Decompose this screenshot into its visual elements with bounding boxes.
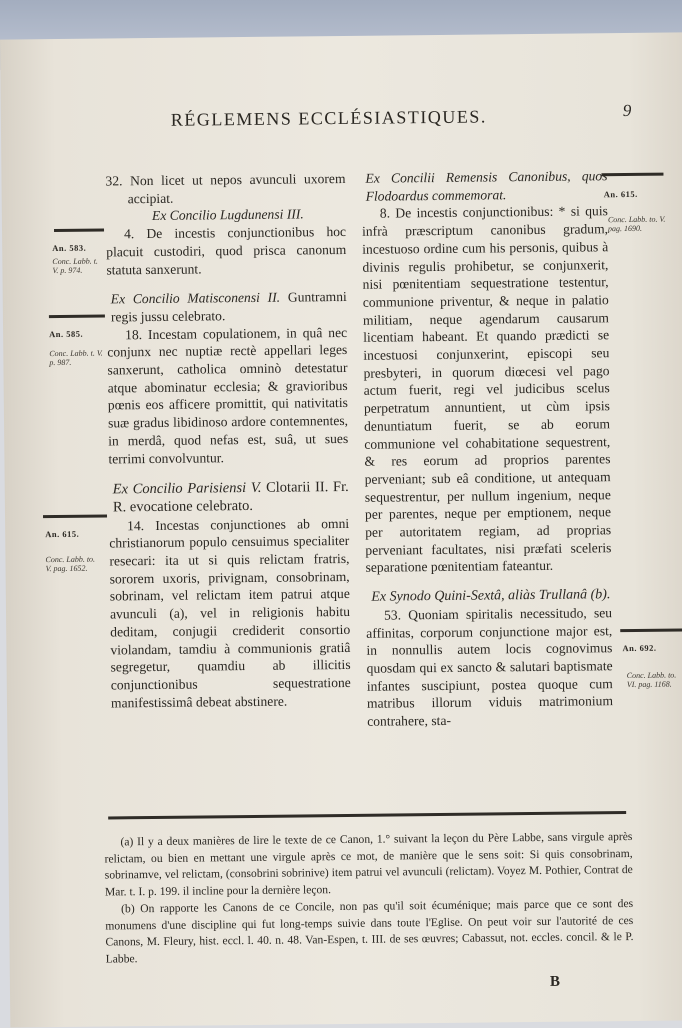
section-heading-italic: Ex Concilio Parisiensi V. [112,480,262,498]
running-header [170,100,641,130]
left-column [105,170,351,712]
margin-rule [620,628,682,632]
section-heading-roman: Guntramni regis jussu celebrato. [110,289,347,325]
signature-mark: B [549,973,561,990]
right-column [361,167,613,730]
page-number: 9 [622,100,633,121]
margin-year: An. 615. [603,188,638,200]
footnote-b: (b) On rapporte les Canons de ce Concile, non pas qu'il soit écuménique; mais parce que ce sont des monumens d'une discipline qui fut long-temps suivie dans toute l'Eglise. On peut voir sur l'autorité de ces Canons, M. Fleury, hist. eccl. l. 40. n. 48. Van-Espen, t. III. de ses œuvres; Cabassut, not. eccles. concil. & le P. Labbe. [105,896,634,966]
canon-text: 18. Incestam copulationem, in quâ nec conjunx nec nuptiæ rectè appellari leges sanxerunt, catholica omninò detestatur atque abominatur ecclesia; & gravioribus pœnis eos afficere promittit, qui nativitatis suæ gradus libidinoso ardore contemnentes, in merdâ, quod nefas est, suâ, ut sues terrimi convolvuntur. [107,324,349,467]
margin-year: An. 585. [49,328,84,340]
section-heading: Ex Concilii Remensis Canonibus, quos Flodoardus commemorat. [365,168,608,204]
margin-reference: Conc. Labb. to. VI. pag. 1168. [626,670,677,690]
canon-text: 32. Non licet ut nepos avunculi uxorem accipiat. [105,170,346,206]
margin-reference: Conc. Labb. to. V. pag. 1652. [45,554,96,574]
canon-text: 14. Incestas conjunctiones ab omni christianorum populo censuimus specialiter resecari: ita ut si quis relictam fratris, sororem uxoris, privignam, consobrinam, sobrinam, vel relictam item patrui atque avunculi (a), vel in religionis habitu deditam, conjugii crediderit consortio violandam, tamdiu à communionis gratiâ segregetur, quamdiu ab illicitis conjunctionibus sequestratione manifestissimâ debeat abstinere. [109,515,351,711]
margin-reference: Conc. Labb. t. V. p. 974. [52,256,98,276]
footnote-a: (a) Il y a deux manières de lire le texte de ce Canon, 1.° suivant la leçon du Père Labbe, sans virgule après relictam, ou bien en mettant une virgule après ce mot, de manière que le sens soit: Si quis consobrinam, sobrinamve, vel relictam, (consobrini sobrinive) item patrui vel avunculi (relictam). Voyez M. Pothier, Contrat de Mar. t. I. p. 199. il incline pour la dernière leçon. [104,829,633,899]
canon-text: 53. Quoniam spiritalis necessitudo, seu affinitas, corporum conjunctione major est, in nonnullis autem locis cognovimus quosdam qui ex sancto & salutari baptismate infantes suscipiunt, postea quoque cum matribus illorum viduis matrimonium contrahere, sta- [366,605,614,729]
section-heading: Ex Concilio Lugdunensi III. [151,206,304,224]
section-heading: Ex Synodo Quini-Sextâ, aliàs Trullanâ (b). [371,587,611,605]
margin-reference: Conc. Labb. to. V. pag. 1690. [607,214,666,234]
margin-year: An. 583. [52,242,87,254]
canon-text: 4. De incestis conjunctionibus hoc placuit custodiri, quod prisca canonum statuta sanxerunt. [106,224,347,277]
page-title: RÉGLEMENS ECCLÉSIASTIQUES. [170,106,487,130]
section-heading-italic: Ex Concilio Matisconensi II. [110,289,281,307]
book-page [0,32,682,1027]
section-heading [109,479,349,517]
margin-reference: Conc. Labb. t. V. p. 987. [49,348,103,368]
margin-rule [54,228,104,232]
margin-rule [601,173,663,177]
footnotes [104,829,633,968]
margin-rule [49,314,105,318]
margin-rule [43,514,107,518]
section-heading-roman: Clotarii II. Fr. R. evocatione celebrato. [112,479,349,516]
margin-year: An. 615. [45,528,80,540]
footnote-rule [108,811,626,819]
section-heading [107,288,347,326]
canon-text: 8. De incestis conjunctionibus: * si quis infrà præscriptum canonibus gradum, incestuoso ordine cum his personis, quibus à divinis regulis prohibetur, se conjunxerit, nisi pœnitentiam sequestratione testentur, communione priventur, & neque in palatio militiam, neque agendarum causarum licentiam habeant. Et quando prædicti se incestuosi conjunxerint, episcopi seu presbyteri, in quorum diœcesi vel pago actum fuerit, regi vel judicibus scelus perpetratum annuntient, ut cùm ipsis denuntiatum fuerit, se ab eorum communione vel cohabitatione sequestrent, & res eorum ad proprios parentes perveniant; sub eâ conditione, ut antequam sequestrentur, per nullum ingenium, neque per parentes, neque per emptionem, neque per autoritatem regiam, ad proprias perveniant facultates, nisi præfati sceleris separatione pœnitentiam fateantur. [361,203,612,576]
margin-year: An. 692. [622,642,657,654]
